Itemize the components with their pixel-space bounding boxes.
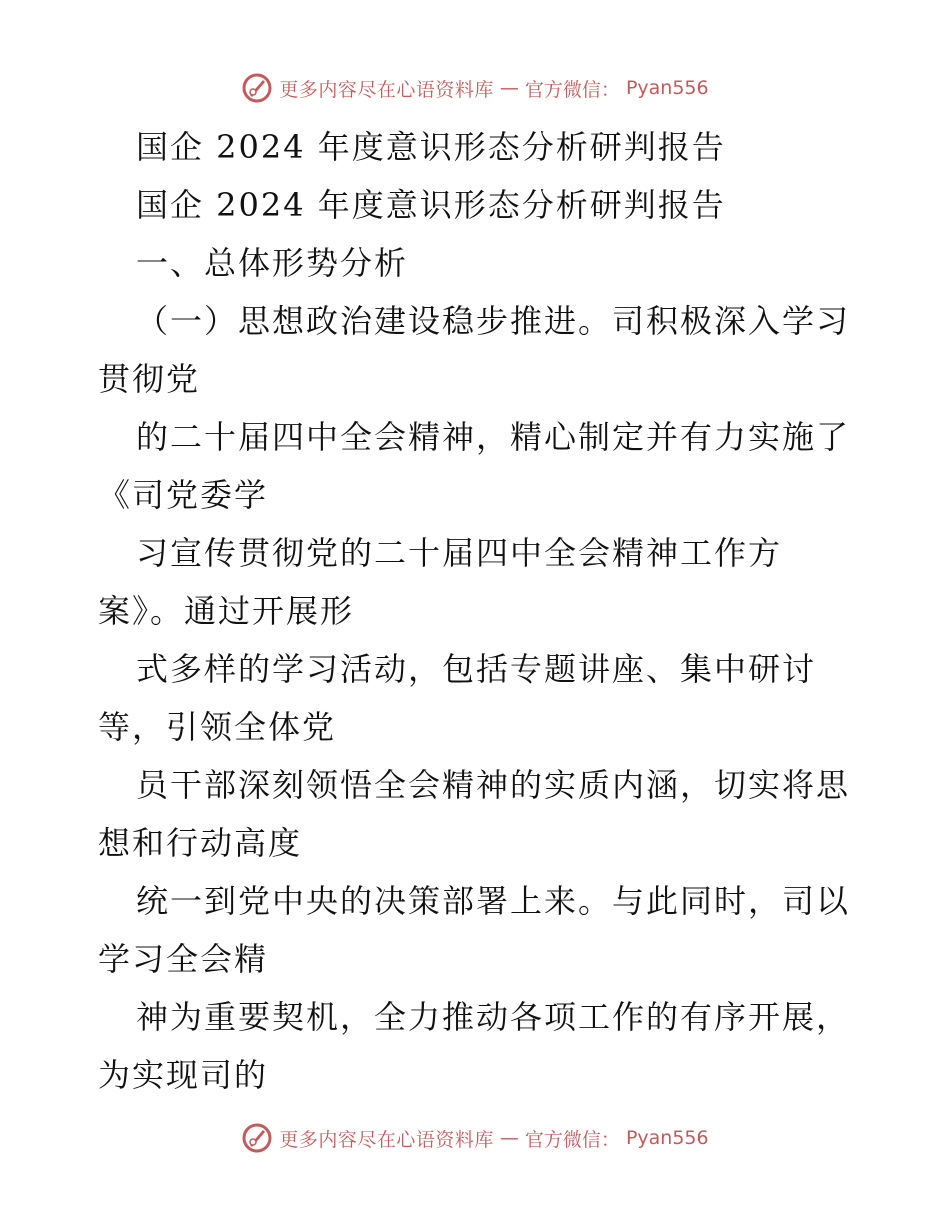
paragraph-line: 《司党委学 xyxy=(98,476,269,514)
paragraph-line: 式多样的学习活动，包括专题讲座、集中研讨 xyxy=(136,650,817,688)
paragraph-line: 学习全会精 xyxy=(98,940,269,978)
watermark-wechat-label: 官方微信： xyxy=(524,1128,620,1151)
paragraph-line: 习宣传贯彻党的二十届四中全会精神工作方 xyxy=(136,534,783,572)
watermark-text: 更多内容尽在心语资料库 xyxy=(279,1128,494,1151)
section-heading: 一、总体形势分析 xyxy=(136,244,409,282)
paragraph-line: 统一到党中央的决策部署上来。与此同时，司以 xyxy=(136,882,851,920)
quill-circle-logo-icon xyxy=(241,1122,273,1154)
watermark-separator: — xyxy=(499,1127,519,1149)
watermark-separator: — xyxy=(499,77,519,99)
document-body xyxy=(98,118,858,1104)
paragraph-line: 等，引领全体党 xyxy=(98,708,337,746)
paragraph-line: （一）思想政治建设稳步推进。司积极深入学习 xyxy=(136,302,851,340)
paragraph-line: 员干部深刻领悟全会精神的实质内涵，切实将思 xyxy=(136,766,851,804)
watermark-wechat-id: Pyan556 xyxy=(625,1127,709,1149)
footer-watermark xyxy=(0,1122,950,1154)
paragraph-line: 想和行动高度 xyxy=(98,824,303,862)
header-watermark xyxy=(0,72,950,104)
paragraph-line: 神为重要契机，全力推动各项工作的有序开展， xyxy=(136,998,851,1036)
watermark-wechat-id: Pyan556 xyxy=(625,77,709,99)
watermark-wechat-label: 官方微信： xyxy=(524,78,620,101)
paragraph-line: 为实现司的 xyxy=(98,1056,269,1094)
document-title-repeat: 国企 2024 年度意识形态分析研判报告 xyxy=(136,186,726,224)
paragraph-line: 贯彻党 xyxy=(98,360,201,398)
paragraph-line: 案》。通过开展形 xyxy=(98,592,355,630)
watermark-text: 更多内容尽在心语资料库 xyxy=(279,78,494,101)
paragraph-line: 的二十届四中全会精神，精心制定并有力实施了 xyxy=(136,418,851,456)
document-title: 国企 2024 年度意识形态分析研判报告 xyxy=(136,128,726,166)
quill-circle-logo-icon xyxy=(241,72,273,104)
